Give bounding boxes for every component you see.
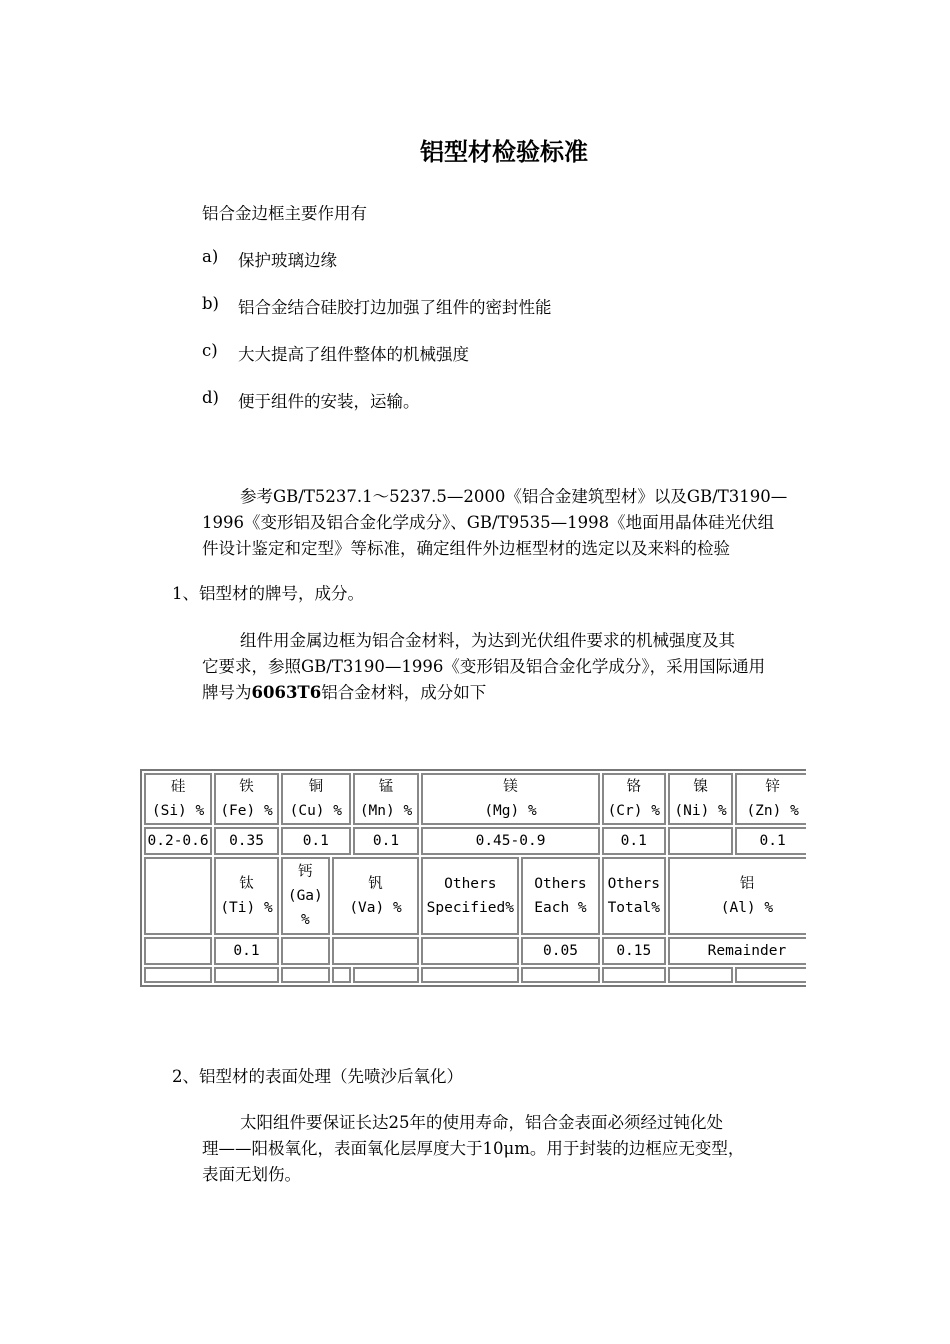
paragraph-line: 1996《变形铝及铝合金化学成分》、GB/T9535—1998《地面用晶体硅光伏组 bbox=[202, 513, 775, 532]
table-cell bbox=[668, 967, 733, 983]
paragraph-line: 它要求，参照GB/T3190—1996《变形铝及铝合金化学成分》，采用国际通用 bbox=[202, 657, 766, 676]
table-cell bbox=[421, 937, 519, 965]
table-cell bbox=[332, 937, 420, 965]
table-cell: 硅 (Si) % bbox=[144, 773, 212, 825]
table-row bbox=[144, 937, 806, 965]
table-cell: 铬 (Cr) % bbox=[602, 773, 666, 825]
table-cell bbox=[144, 967, 212, 983]
table-cell: 镍 (Ni) % bbox=[668, 773, 733, 825]
list-marker: c) bbox=[202, 341, 218, 360]
table-cell: 镁 (Mg) % bbox=[421, 773, 599, 825]
table-cell bbox=[144, 857, 212, 935]
paragraph-line: 表面无划伤。 bbox=[202, 1165, 301, 1184]
table-cell bbox=[332, 967, 351, 983]
table-cell bbox=[735, 967, 806, 983]
text-span: 铝合金材料，成分如下 bbox=[321, 683, 487, 702]
table-cell: 0.1 bbox=[214, 937, 279, 965]
table-cell bbox=[602, 967, 666, 983]
table-cell: Others Specified% bbox=[421, 857, 519, 935]
alloy-grade: 6063T6 bbox=[251, 683, 322, 702]
section-heading: 2、铝型材的表面处理（先喷沙后氧化） bbox=[172, 1067, 463, 1086]
table-cell bbox=[521, 967, 599, 983]
table-cell: 0.1 bbox=[353, 827, 420, 855]
list-marker: d) bbox=[202, 388, 219, 407]
table-cell: 0.2-0.6 bbox=[144, 827, 212, 855]
list-marker: a) bbox=[202, 247, 219, 266]
list-item: 铝合金结合硅胶打边加强了组件的密封性能 bbox=[238, 298, 552, 317]
page-title: 铝型材检验标准 bbox=[420, 137, 588, 166]
table-cell: 0.1 bbox=[602, 827, 666, 855]
text-span: 牌号为 bbox=[202, 683, 252, 702]
table-row bbox=[144, 857, 806, 935]
table-cell bbox=[214, 967, 279, 983]
table-cell: 铜 (Cu) % bbox=[281, 773, 351, 825]
table-cell bbox=[144, 937, 212, 965]
table-cell: Remainder bbox=[668, 937, 806, 965]
table-cell: 0.35 bbox=[214, 827, 279, 855]
intro-text: 铝合金边框主要作用有 bbox=[202, 204, 367, 223]
table-row bbox=[144, 827, 806, 855]
table-cell: 钛 (Ti) % bbox=[214, 857, 279, 935]
paragraph-line: 件设计鉴定和定型》等标准，确定组件外边框型材的选定以及来料的检验 bbox=[202, 539, 730, 558]
table-cell: 铁 (Fe) % bbox=[214, 773, 279, 825]
list-item: 便于组件的安装，运输。 bbox=[238, 392, 420, 411]
table-cell: 钙 (Ga) % bbox=[281, 857, 330, 935]
table-cell: 0.1 bbox=[281, 827, 351, 855]
table-cell: 0.15 bbox=[602, 937, 666, 965]
paragraph-line: 参考GB/T5237.1～5237.5—2000《铝合金建筑型材》以及GB/T3190— bbox=[240, 487, 788, 506]
list-item: 大大提高了组件整体的机械强度 bbox=[238, 345, 469, 364]
paragraph-line: 太阳组件要保证长达25年的使用寿命，铝合金表面必须经过钝化处 bbox=[240, 1113, 723, 1132]
table-cell: Others Each % bbox=[521, 857, 599, 935]
table-cell: Others Total% bbox=[602, 857, 666, 935]
paragraph-line: 理——阳极氧化，表面氧化层厚度大于10μm。用于封装的边框应无变型， bbox=[202, 1139, 745, 1158]
table-cell bbox=[353, 967, 420, 983]
table-cell bbox=[281, 967, 330, 983]
table-cell: 钒 (Va) % bbox=[332, 857, 420, 935]
list-marker: b) bbox=[202, 294, 219, 313]
section-heading: 1、铝型材的牌号，成分。 bbox=[172, 584, 364, 603]
table-cell: 0.45-0.9 bbox=[421, 827, 599, 855]
table-cell bbox=[421, 967, 519, 983]
table-cell: 铝 (Al) % bbox=[668, 857, 806, 935]
table-cell: 锰 (Mn) % bbox=[353, 773, 420, 825]
composition-table bbox=[140, 769, 806, 987]
list-item: 保护玻璃边缘 bbox=[238, 251, 337, 270]
table-row bbox=[144, 773, 806, 825]
table-cell: 锌 (Zn) % bbox=[735, 773, 806, 825]
paragraph-line bbox=[202, 679, 486, 703]
table-cell: 0.1 bbox=[735, 827, 806, 855]
table-cell bbox=[281, 937, 330, 965]
table-cell: 0.05 bbox=[521, 937, 599, 965]
composition-table-wrapper bbox=[140, 769, 806, 991]
table-row bbox=[144, 967, 806, 983]
table-cell bbox=[668, 827, 733, 855]
paragraph-line: 组件用金属边框为铝合金材料，为达到光伏组件要求的机械强度及其 bbox=[240, 631, 735, 650]
